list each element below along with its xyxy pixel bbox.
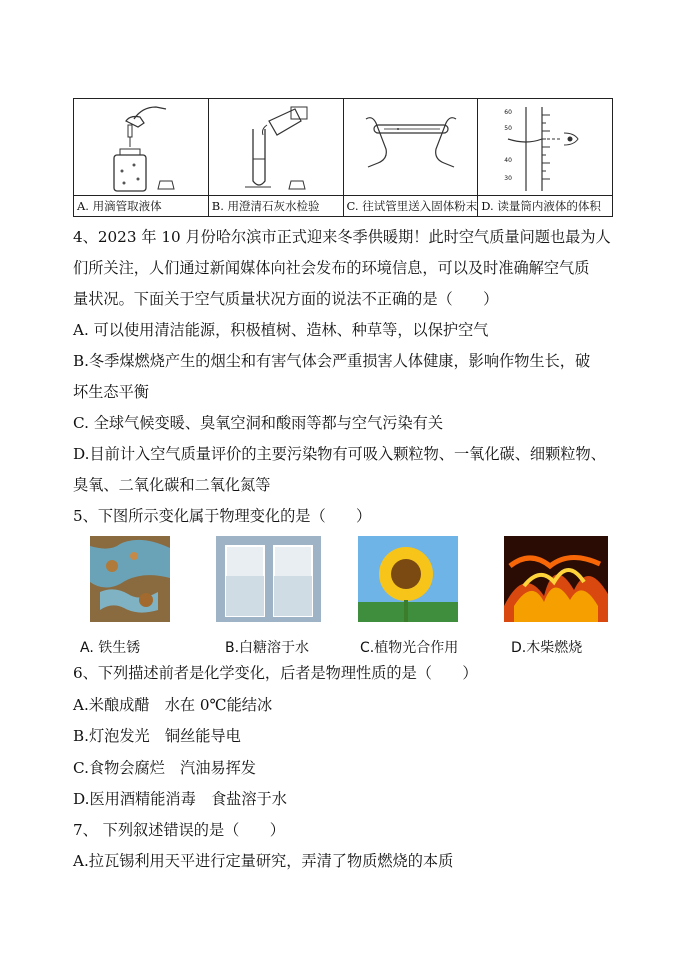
experiment-figure-table [73,98,613,217]
cylinder-tick-label: 40 [504,157,512,164]
q4-option-b-continued: 坏生态平衡 [73,383,149,401]
q4-option-a: A. 可以使用清洁能源，积极植树、造林、种草等，以保护空气 [73,321,489,339]
experiment-cell-b [208,99,343,217]
experiment-cell-c [343,99,478,217]
q7-option-a: A.拉瓦锡利用天平进行定量研究，弄清了物质燃烧的本质 [73,852,454,870]
q4-stem-line: 4、2023 年 10 月份哈尔滨市正式迎来冬季供暖期！此时空气质量问题也最为人 [73,228,611,246]
experiment-cell-a [74,99,209,217]
experiment-cell-d [478,99,613,217]
cylinder-tick-label: 30 [504,175,512,182]
q6-stem: 6、下列描述前者是化学变化，后者是物理性质的是（ ） [73,664,478,682]
q4-stem-line: 量状况。下面关于空气质量状况方面的说法不正确的是（ ） [73,290,499,308]
q6-option-d: D.医用酒精能消毒 食盐溶于水 [73,790,287,808]
experiment-caption: B. 用澄清石灰水检验 [209,195,343,216]
q5-option-d: D.木柴燃烧 [511,640,583,656]
fire-photo [504,536,608,622]
q5-option-a: A. 铁生锈 [80,640,141,656]
graduated-cylinder-illustration [478,99,612,195]
test-tube-powder-illustration [344,99,478,195]
cylinder-tick-label: 60 [504,109,512,116]
q4-option-d-continued: 臭氧、二氧化碳和二氧化氮等 [73,476,271,494]
experiment-caption: D. 读量筒内液体的体积 [478,195,612,216]
pouring-test-tube-illustration [209,99,343,195]
q6-option-a: A.米酿成醋 水在 0℃能结冰 [73,696,273,714]
sunflower-photo [358,536,458,622]
q5-option-b: B.白糖溶于水 [225,640,310,656]
q4-option-d: D.目前计入空气质量评价的主要污染物有可吸入颗粒物、一氧化碳、细颗粒物、 [73,445,606,463]
dropper-bottle-illustration [74,99,208,195]
q5-option-c: C.植物光合作用 [360,640,459,656]
q4-option-b: B.冬季煤燃烧产生的烟尘和有害气体会严重损害人体健康，影响作物生长，破 [73,352,591,370]
rusted-metal-photo [90,536,170,622]
beakers-photo [216,536,321,622]
experiment-caption: A. 用滴管取液体 [74,195,208,216]
q7-stem: 7、 下列叙述错误的是（ ） [73,821,285,839]
q6-option-c: C.食物会腐烂 汽油易挥发 [73,759,256,777]
q4-option-c: C. 全球气候变暖、臭氧空洞和酸雨等都与空气污染有关 [73,414,444,432]
q5-stem: 5、下图所示变化属于物理变化的是（ ） [73,507,372,525]
q4-stem-line: 们所关注，人们通过新闻媒体向社会发布的环境信息，可以及时准确解空气质 [73,259,590,277]
q6-option-b: B.灯泡发光 铜丝能导电 [73,727,241,745]
cylinder-tick-label: 50 [504,125,512,132]
experiment-caption: C. 往试管里送入固体粉末 [344,195,478,216]
